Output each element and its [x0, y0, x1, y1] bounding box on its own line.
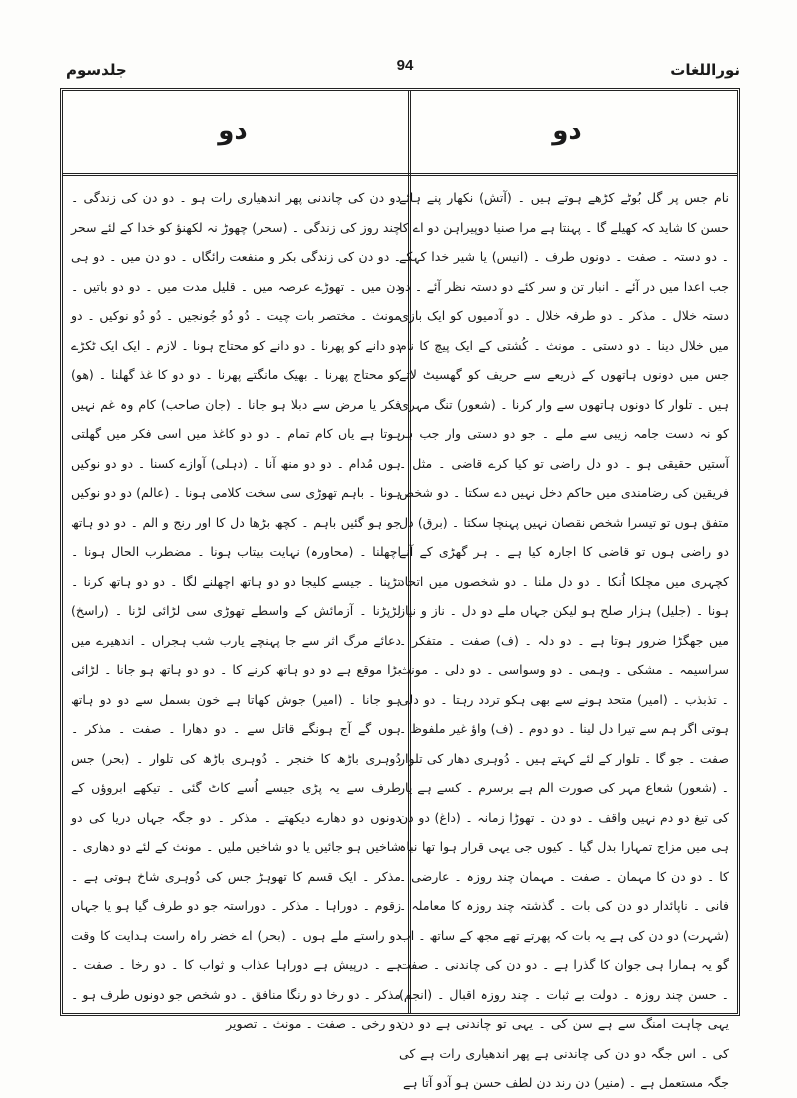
- page-frame: [60, 88, 740, 1090]
- volume-label: جلدسوم: [66, 61, 127, 79]
- heading-divider: [63, 173, 737, 176]
- left-column-heading: دو: [218, 116, 248, 146]
- right-column-paragraph: نام جس پر گل بُوٹے کڑھے ہوتے ہیں ۔ (آتش) نکھار پنے ہائے حسن کا شاید کہ کھیلے گا ۔ پہنتا ہے مرا صنیا دوپیراہن دو اے کا ۔ دو دستہ ۔ صفت ۔ دونوں طرف ۔ (انیس) یا شیر خدا کہکے جب اعدا میں در آئے ۔ انبار تن و سر کئے دو دستہ نظر آئے ۔ دو دستہ خلال ۔ مذکر ۔ دو طرفہ خلال ۔ دو آدمیوں کو ایک بازی میں خلال دینا ۔ دو دستی ۔ مونث ۔ کُشتی کے ایک پیچ کا نام جس میں دونوں ہاتھوں کے ذریعے سے حریف کو گھسیٹ لاتے ہیں ۔ تلوار کا دونوں ہاتھوں سے وار کرنا ۔ (شعور) تنگ مہری کو نہ دست جامہ زیبی سے ملے ۔ جو دو دستی وار جب ہر آستیں حقیقی ہو ۔ دو دل راضی تو کیا کرے قاضی ۔ مثل ۔ فریقین کی رضامندی میں حاکم دخل نہیں دے سکتا ۔ دو شخص متفق ہوں تو تیسرا شخص نقصان نہیں پہنچا سکتا ۔ (برق) دل دو راضی ہوں تو قاضی کا اجارہ کیا ہے ۔ ہر گھڑی کے آنے کچہری میں مچلکا اُنکا ۔ دو دل ملنا ۔ دو شخصوں میں اتحاد ہونا ۔ (جلیل) ہزار صلح ہو لیکن جہاں ملے دو دل ۔ ناز و نیاز میں جھگڑا ضرور ہوتا ہے ۔ دو دلہ ۔ (ف) صفت ۔ متفکر ۔ سراسیمہ ۔ مشکی ۔ وہمی ۔ دو وسواسی ۔ دو دلی ۔ مونث ۔ تذبذب ۔ (امیر) متحد ہونے سے بھی ہکو تردد رہتا ۔ دو دلی ہوتی اگر ہم سے تیرا دل لینا ۔ دو دوم ۔ (ف) واؤ غیر ملفوظ ۔ صفت ۔ جو گا ۔ تلوار کے لئے کہتے ہیں ۔ دُوہری دھار کی تلوار ۔ (شعور) شعاع مہر کی صورت الم ہے برسرم ۔ کسے ہے یار کی تیغ دو دم نہیں واقف ۔ دو دن ۔ تھوڑا زمانہ ۔ (داغ) دو دن ہی میں مزاج تمہارا بدل گیا ۔ کیوں جی یہی قرار ہوا تھا نباہ کا ۔ دو دن کا مہمان ۔ صفت ۔ مہمان چند روزہ ۔ عارضی ۔ فانی ۔ ناپائدار دو دن کی بات ۔ گذشتہ چند روزہ کا معاملہ ۔ (شہرت) دو دن کی ہے یہ بات کہ پھرتے تھے مجھ کے ساتھ ۔ اب گو یہ ہمارا ہی جوان کا گذرا ہے ۔ دو دن کی چاندنی ۔ صفت ۔ حسن چند روزہ ۔ دولت بے ثبات ۔ چند روزہ اقبال ۔ (انجم) یہی چاہت امنگ سے ہے سن کی ۔ یہی تو چاندنی ہے دو دن کی ۔ اس جگہ دو دن کی چاندنی ہے پھر اندھیاری رات ہے کی جگہ مستعمل ہے ۔ (منیر) دن رند دن لطف حسن ہو آدو آتا ہے: [398, 190, 729, 1090]
- left-column-paragraph: دو دن کی چاندنی پھر اندھیاری رات ہو ۔ دو دن کی زندگی ۔ چند روز کی زندگی ۔ (سحر) چھوڑ نہ لکھنؤ کو خدا کے لئے سحر ۔ دو دن کی زندگی بکر و منفعت رائگاں ۔ دو دن میں ۔ دو ہی دن میں ۔ تھوڑے عرصہ میں ۔ قلیل مدت میں ۔ دو دو باتیں ۔ مونث ۔ مختصر بات چیت ۔ دُو دُو جُونجیں ۔ دُو دُو نوکیں ۔ دو دو دانے کو پھرنا ۔ دو دانے کو محتاج ہونا ۔ لازم ۔ ایک ایک ٹکڑے کو محتاج پھرنا ۔ بھیک مانگتے پھرنا ۔ دو دو کا غذ گھلنا ۔ (ھو) فکر یا مرض سے دبلا ہو جانا ۔ (جان صاحب) کام وہ غم نہیں ہوتا ہے یاں کام تمام ۔ دو دو کاغذ میں اسی فکر میں گھلتی ہوں مُدام ۔ دو دو منھ آنا ۔ (دہلی) آوازے کسنا ۔ دو دو نوکیں ہونا ۔ باہم تھوڑی سی سخت کلامی ہونا ۔ (عالم) دو دو نوکیں جو ہو گئیں باہم ۔ کچھ بڑھا دل کا اور رنج و الم ۔ دو دو ہاتھ اچھلنا ۔ (محاورہ) نہایت بیتاب ہونا ۔ مضطرب الحال ہونا ۔ تڑپنا ۔ جیسے کلیجا دو دو ہاتھ اچھلنے لگا ۔ دو دو ہاتھ کرنا ۔ لڑپڑنا ۔ آزمائش کے واسطے تھوڑی سی لڑائی لڑنا ۔ (راسخ) دعائے مرگ اثر سے جا پہنچے یارب شب ہجراں ۔ اندھیرے میں بڑا موقع ہے دو دو ہاتھ کرنے کا ۔ دو دو ہاتھ ہو جانا ۔ لڑائی ہو جانا ۔ (امیر) جوش کھاتا ہے خون بسمل سے دو دو ہاتھ ہوں گے آج ہونگے قاتل سے ۔ دو دھارا ۔ صفت ۔ مذکر ۔ دُوہری باڑھ کا خنجر ۔ دُوہری باڑھ کی تلوار ۔ (بحر) جس طرف سے یہ پڑی جیسے اُسے کاٹ گئی ۔ تیکھے ابروؤں کے دونوں دو دھارے دیکھتے ۔ مذکر ۔ دو جگہ جہاں دریا کی دو شاخیں ہو جائیں یا دو شاخیں ملیں ۔ مونث کے لئے دو دھاری ۔ مذکر ۔ ایک قسم کا تھوہڑ جس کی دُوہری شاخ ہوتی ہے ۔ زقوم ۔ دوراہا ۔ مذکر ۔ دوراستہ جو دو طرف گیا ہو یا جہاں دو راستے ملے ہوں ۔ (بحر) اے خضر راہ راست ہدایت کا وقت ہے ۔ درپیش ہے دوراہا عذاب و ثواب کا ۔ دو رخا ۔ صفت ۔ مذکر ۔ دو رخا دو رنگا منافق ۔ دو شخص جو دونوں طرف ہو ۔ دو رخی ۔ صفت ۔ مونث ۔ تصویر: [71, 190, 401, 1031]
- right-column-heading: دو: [552, 116, 582, 146]
- right-column-text: [398, 183, 729, 1090]
- book-title: نوراللغات: [670, 61, 740, 79]
- page-number: 94: [396, 57, 414, 74]
- page-header: [60, 55, 750, 85]
- left-column-text: [71, 183, 401, 1031]
